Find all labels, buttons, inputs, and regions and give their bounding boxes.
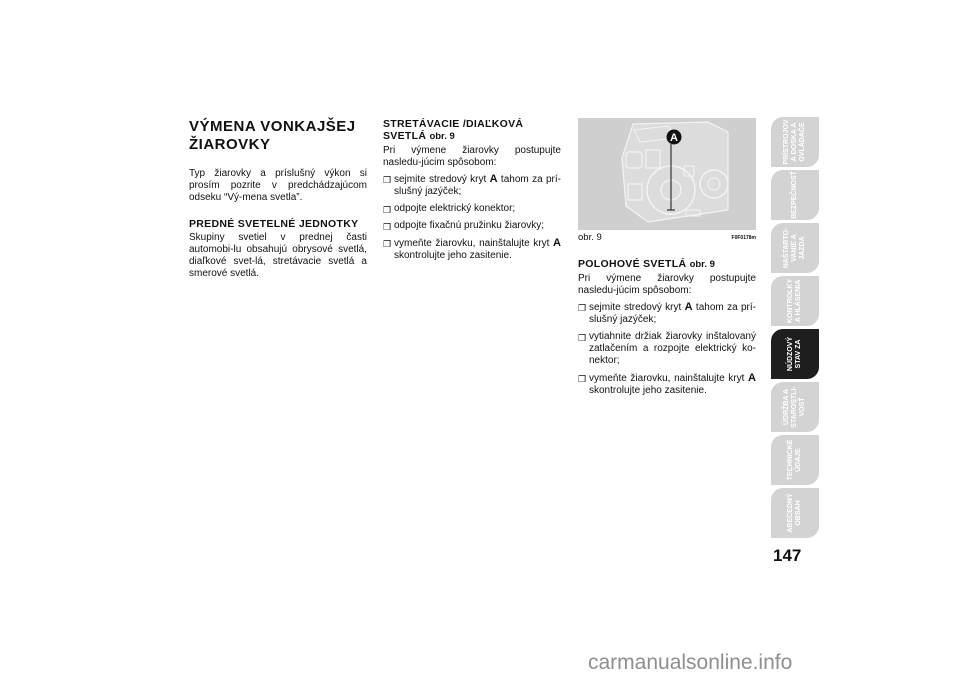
figure-code: F0F0178m (731, 235, 756, 241)
list-item: ❒ sejmite stredový kryt A tahom za prí-slušný jazýček; (578, 301, 756, 325)
checkbox-bullet-icon: ❒ (383, 175, 392, 185)
checkbox-bullet-icon: ❒ (383, 222, 392, 232)
headlight-figure (578, 118, 756, 230)
low-high-beam-intro: Pri výmene žiarovky postupujte nasledu-júcim spôsobom: (383, 145, 561, 168)
heading-position-lights (578, 258, 756, 271)
checkbox-bullet-icon: ❒ (383, 205, 392, 215)
heading-position-lights-text: POLOHOVÉ SVETLÁ (578, 258, 687, 270)
heading-position-lights-ref: obr. 9 (689, 259, 715, 270)
page-title: VÝMENA VONKAJŠEJ ŽIAROVKY (189, 118, 356, 153)
heading-low-high-beam-ref: obr. 9 (429, 131, 455, 142)
tab-instrument-panel[interactable]: PRÍSTROJOV Á DOSKA A OVLÁDAČE (771, 117, 819, 167)
list-item: ❒ vymeňte žiarovku, nainštalujte kryt A skontrolujte jeho zasitenie. (578, 372, 756, 396)
figure-caption: obr. 9 (578, 232, 602, 243)
list-item: ❒ vytiahnite držiak žiarovky inštalovaný zatlačením a rozpojte elektrický ko-nektor; (578, 331, 756, 366)
chapter-tabs (771, 117, 819, 541)
tab-maintenance[interactable]: ÚDRŽBA A STAROSTLI- VOSŤ (771, 382, 819, 432)
position-lights-intro: Pri výmene žiarovky postupujte nasledu-júcim spôsobom: (578, 273, 756, 296)
tab-starting-driving[interactable]: NAŠTARTO- VANIE A JAZDA (771, 223, 819, 273)
tab-technical-data[interactable]: TECHNICKÉ ÚDAJE (771, 435, 819, 485)
tab-warning-lights[interactable]: KONTROLKY A HLÁSENIA (771, 276, 819, 326)
checkbox-bullet-icon: ❒ (383, 239, 392, 249)
checkbox-bullet-icon: ❒ (578, 333, 587, 343)
intro-paragraph: Typ žiarovky a príslušný výkon si prosím pozrite v predchádzajúcom odseku “Vý-mena svetla”. (189, 168, 367, 203)
tab-emergency[interactable]: NÚDZOVÝ STAV ZA (771, 329, 819, 379)
watermark: carmanualsonline.info (588, 651, 793, 674)
tab-safety[interactable]: BEZPEČNOSŤ (771, 170, 819, 220)
checkbox-bullet-icon: ❒ (578, 303, 587, 313)
list-item: ❒ sejmite stredový kryt A tahom za prí-slušný jazýček; (383, 173, 561, 197)
list-item: ❒ vymeňte žiarovku, nainštalujte kryt A skontrolujte jeho zasitenie. (383, 237, 561, 261)
checkbox-bullet-icon: ❒ (578, 374, 587, 384)
page-number: 147 (773, 546, 802, 565)
tab-index[interactable]: ABECEDNÝ OBSAH (771, 488, 819, 538)
headlight-drawing (578, 118, 756, 230)
section-title-front-lights: PREDNÉ SVETELNÉ JEDNOTKY (189, 218, 359, 230)
column-middle (383, 118, 561, 267)
callout-a-label: A (670, 132, 678, 144)
list-item: ❒ odpojte fixačnú pružinku žiarovky; (383, 220, 545, 232)
heading-low-high-beam-text: STRETÁVACIE /DIAĽKOVÁ SVETLÁ (383, 118, 524, 142)
column-right (578, 118, 756, 402)
low-high-beam-steps (383, 173, 561, 262)
section-paragraph-front-lights: Skupiny svetiel v prednej časti automobi-lu obsahujú obrysové svetlá, diaľkové svet-lá, stretávacie svetlá a smerové svetlá. (189, 232, 367, 279)
position-lights-steps (578, 301, 756, 397)
column-left (189, 118, 367, 294)
heading-low-high-beam (383, 118, 561, 143)
figure-caption-row (578, 232, 756, 244)
list-item: ❒ odpojte elektrický konektor; (383, 203, 516, 215)
